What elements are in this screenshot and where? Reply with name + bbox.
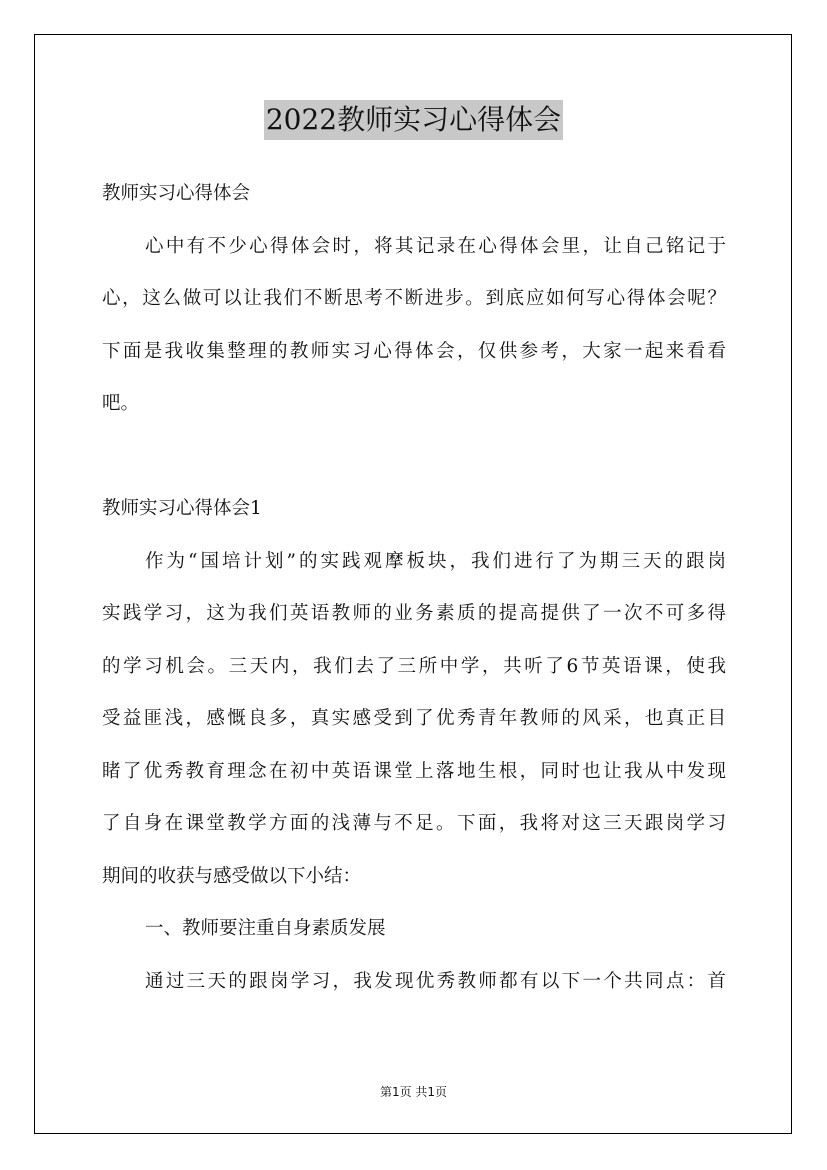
paragraph-line: 期间的收获与感受做以下小结： — [102, 865, 362, 887]
paragraph-line: 实践学习，这为我们英语教师的业务素质的提高提供了一次不可多得 — [102, 603, 726, 624]
title-container — [0, 100, 827, 140]
paragraph-line: 心中有不少心得体会时，将其记录在心得体会里，让自己铭记于 — [145, 235, 726, 257]
document-title: 2022教师实习心得体会 — [264, 100, 563, 140]
document-body — [102, 172, 726, 1012]
paragraph-line: 受益匪浅，感慨良多，真实感受到了优秀青年教师的风采，也真正目 — [102, 708, 726, 729]
paragraph-line: 了自身在课堂教学方面的浅薄与不足。下面，我将对这三天跟岗学习 — [102, 813, 726, 834]
blank-line — [102, 435, 726, 488]
paragraph-line: 心，这么做可以让我们不断思考不断进步。到底应如何写心得体会呢？ — [102, 288, 726, 309]
paragraph-line: 的学习机会。三天内，我们去了三所中学，共听了6节英语课，使我 — [102, 655, 726, 677]
paragraph-line: 吧。 — [102, 393, 140, 414]
subsection-heading: 一、教师要注重自身素质发展 — [145, 918, 386, 939]
page-footer: 第1页 共1页 — [379, 1085, 448, 1099]
section-heading: 教师实习心得体会 — [102, 183, 251, 204]
paragraph-line: 通过三天的跟岗学习，我发现优秀教师都有以下一个共同点：首 — [145, 970, 726, 992]
paragraph-line: 作为“国培计划”的实践观摩板块，我们进行了为期三天的跟岗 — [145, 550, 726, 572]
section-heading: 教师实习心得体会1 — [102, 498, 262, 519]
paragraph-line: 下面是我收集整理的教师实习心得体会，仅供参考，大家一起来看看 — [102, 340, 726, 362]
paragraph-line: 睹了优秀教育理念在初中英语课堂上落地生根，同时也让我从中发现 — [102, 760, 726, 782]
